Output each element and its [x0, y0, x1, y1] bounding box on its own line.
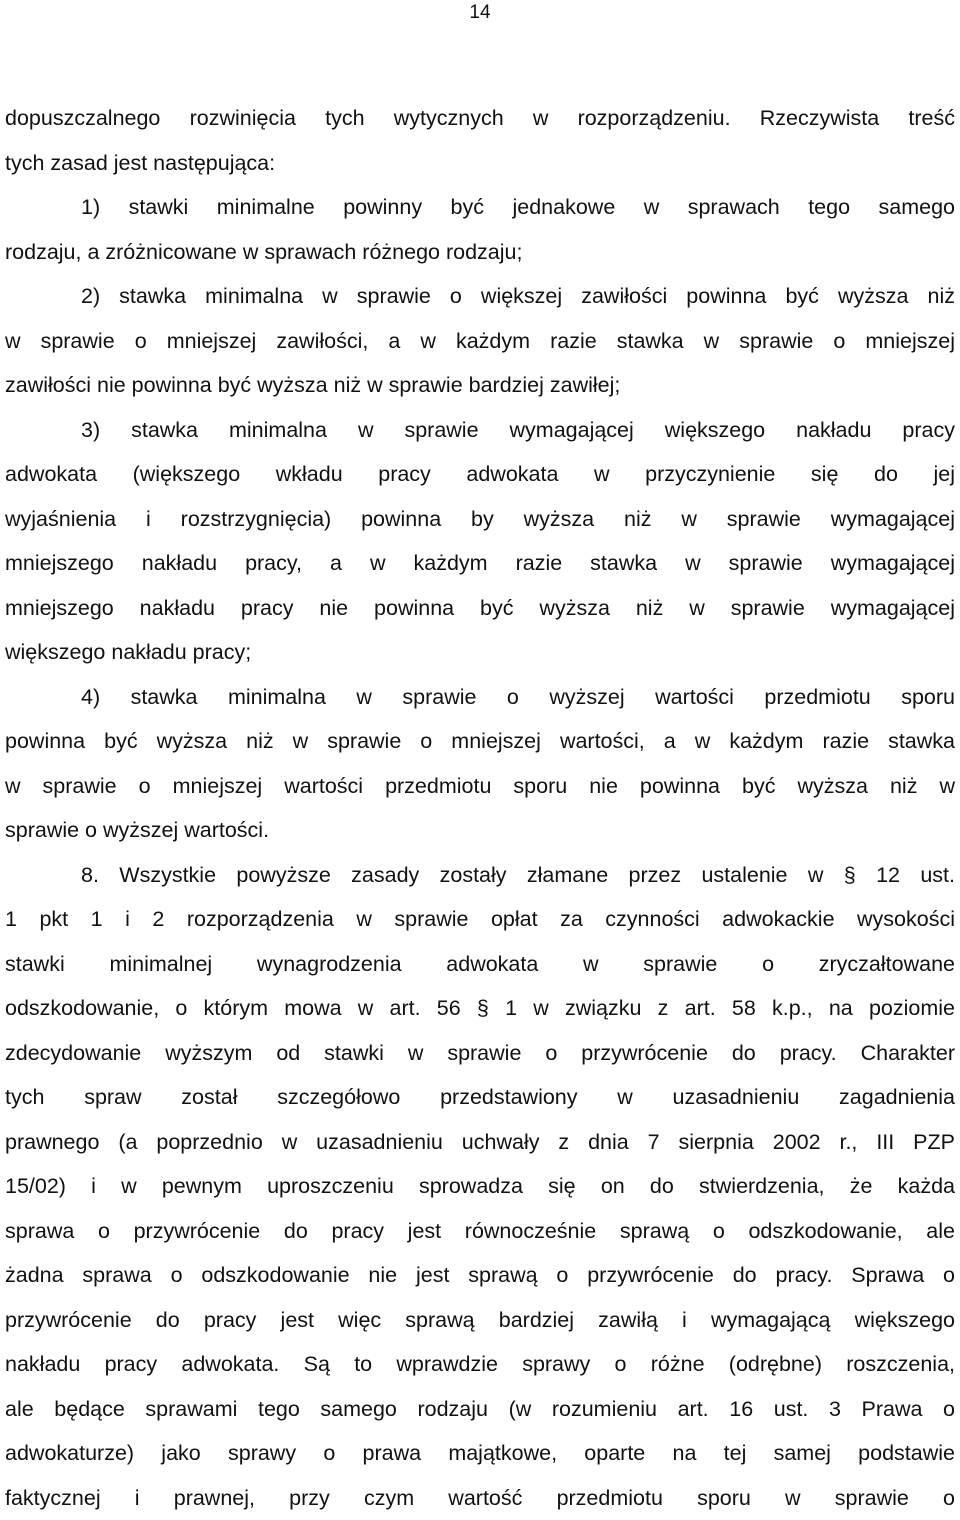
text-line: 3) stawka minimalna w sprawie wymagającej większego nakładu pracy [5, 408, 955, 453]
text-line: mniejszego nakładu pracy nie powinna być wyższa niż w sprawie wymagającej [5, 586, 955, 631]
text-line: w sprawie o mniejszej zawiłości, a w każdym razie stawka w sprawie o mniejszej [5, 319, 955, 364]
text-line: ale będące sprawami tego samego rodzaju (w rozumieniu art. 16 ust. 3 Prawa o [5, 1387, 955, 1432]
text-line: stawki minimalnej wynagrodzenia adwokata w sprawie o zryczałtowane [5, 942, 955, 987]
text-line: zawiłości nie powinna być wyższa niż w sprawie bardziej zawiłej; [5, 363, 955, 408]
text-line: większego nakładu pracy; [5, 630, 955, 675]
text-line: 8. Wszystkie powyższe zasady zostały złamane przez ustalenie w § 12 ust. [5, 853, 955, 898]
text-line: mniejszego nakładu pracy, a w każdym razie stawka w sprawie wymagającej [5, 541, 955, 586]
text-line: adwokata (większego wkładu pracy adwokata w przyczynienie się do jej [5, 452, 955, 497]
text-line: tych zasad jest następująca: [5, 141, 955, 186]
text-line: dopuszczalnego rozwinięcia tych wytycznych w rozporządzeniu. Rzeczywista treść [5, 96, 955, 141]
text-line: tych spraw został szczegółowo przedstawiony w uzasadnieniu zagadnienia [5, 1075, 955, 1120]
text-line: 15/02) i w pewnym uproszczeniu sprowadza się on do stwierdzenia, że każda [5, 1164, 955, 1209]
text-line: adwokaturze) jako sprawy o prawa majątkowe, oparte na tej samej podstawie [5, 1431, 955, 1476]
text-line: przywrócenie do pracy jest więc sprawą bardziej zawiłą i wymagającą większego [5, 1298, 955, 1343]
document-body [5, 96, 955, 1520]
text-line: sprawa o przywrócenie do pracy jest równocześnie sprawą o odszkodowanie, ale [5, 1209, 955, 1254]
text-line: wyjaśnienia i rozstrzygnięcia) powinna by wyższa niż w sprawie wymagającej [5, 497, 955, 542]
text-lines [5, 96, 955, 1520]
text-line: 1 pkt 1 i 2 rozporządzenia w sprawie opłat za czynności adwokackie wysokości [5, 897, 955, 942]
text-line: faktycznej i prawnej, przy czym wartość przedmiotu sporu w sprawie o [5, 1476, 955, 1520]
text-line: 1) stawki minimalne powinny być jednakowe w sprawach tego samego [5, 185, 955, 230]
text-line: odszkodowanie, o którym mowa w art. 56 § 1 w związku z art. 58 k.p., na poziomie [5, 986, 955, 1031]
text-line: w sprawie o mniejszej wartości przedmiotu sporu nie powinna być wyższa niż w [5, 764, 955, 809]
page-number: 14 [0, 1, 960, 25]
text-line: sprawie o wyższej wartości. [5, 808, 955, 853]
text-line: prawnego (a poprzednio w uzasadnieniu uchwały z dnia 7 sierpnia 2002 r., III PZP [5, 1120, 955, 1165]
text-line: zdecydowanie wyższym od stawki w sprawie o przywrócenie do pracy. Charakter [5, 1031, 955, 1076]
text-line: 4) stawka minimalna w sprawie o wyższej wartości przedmiotu sporu [5, 675, 955, 720]
text-line: 2) stawka minimalna w sprawie o większej zawiłości powinna być wyższa niż [5, 274, 955, 319]
text-line: powinna być wyższa niż w sprawie o mniejszej wartości, a w każdym razie stawka [5, 719, 955, 764]
text-line: rodzaju, a zróżnicowane w sprawach różnego rodzaju; [5, 230, 955, 275]
text-line: żadna sprawa o odszkodowanie nie jest sprawą o przywrócenie do pracy. Sprawa o [5, 1253, 955, 1298]
text-line: nakładu pracy adwokata. Są to wprawdzie sprawy o różne (odrębne) roszczenia, [5, 1342, 955, 1387]
